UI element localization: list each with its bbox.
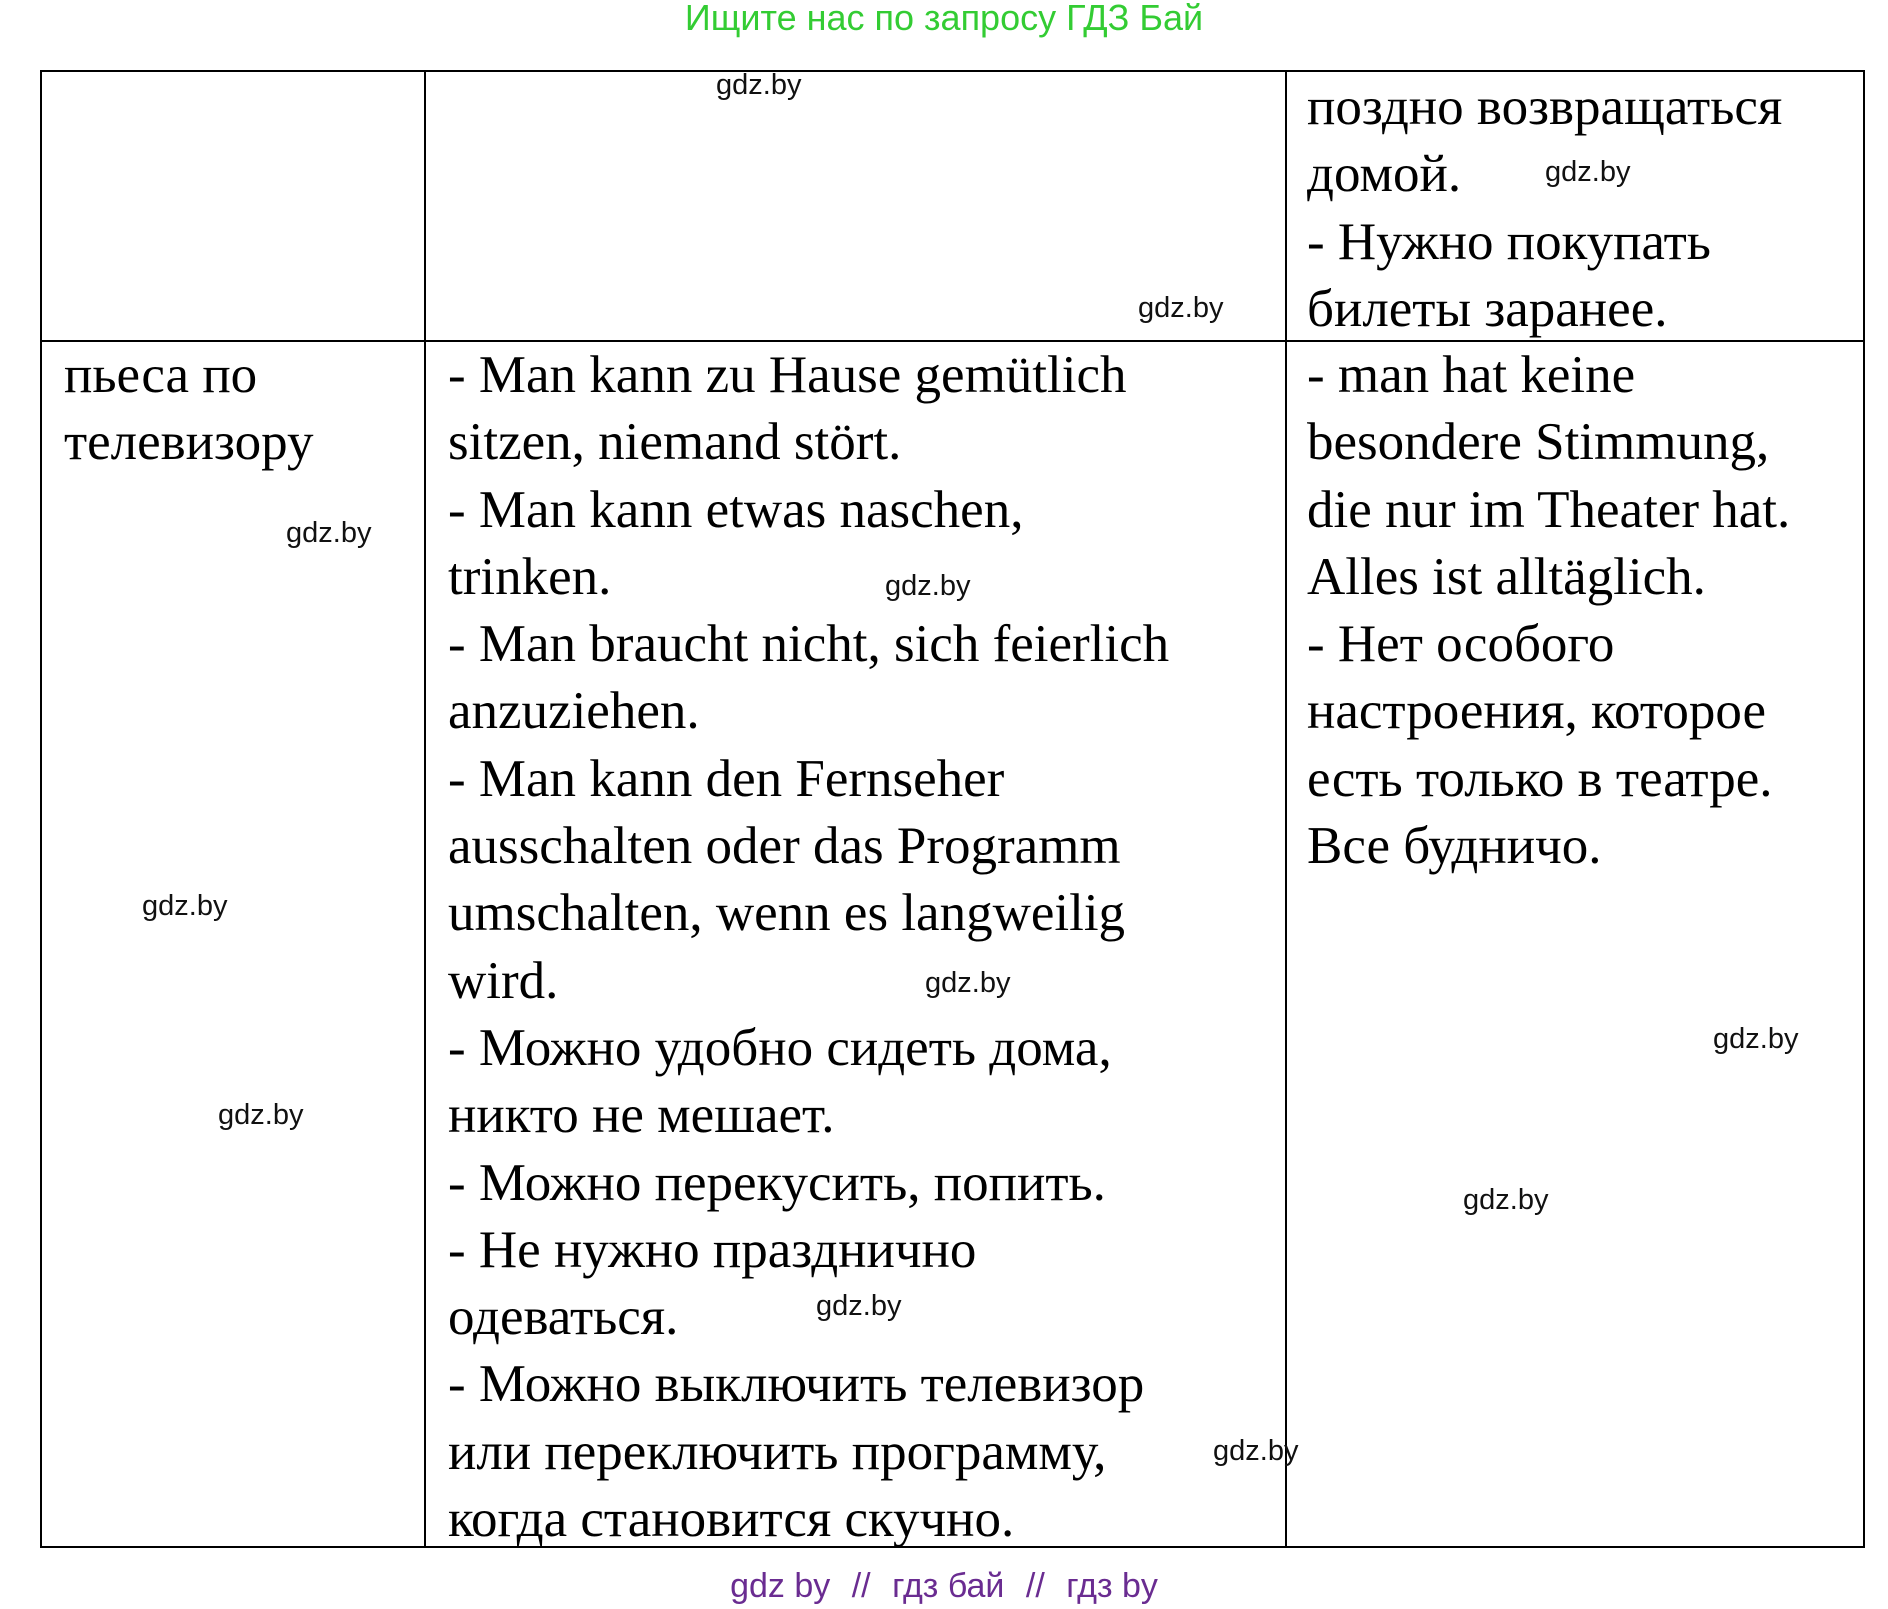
watermark: gdz.by [716, 69, 802, 101]
watermark: gdz.by [925, 967, 1011, 999]
watermark: gdz.by [218, 1099, 304, 1131]
watermark: gdz.by [1213, 1435, 1299, 1467]
row2-col3-text: - man hat keine besondere Stimmung, die nur im Theater hat. Alles ist alltäglich. - Нет особого настроения, которое есть только в театре. Все будничо. [1307, 346, 1791, 876]
footer-link-gdz-by[interactable]: gdz by [730, 1567, 831, 1605]
watermark: gdz.by [1463, 1184, 1549, 1216]
watermark: gdz.by [816, 1290, 902, 1322]
watermark: gdz.by [885, 570, 971, 602]
watermark: gdz.by [286, 517, 372, 549]
watermark: gdz.by [1713, 1023, 1799, 1055]
footer-links [0, 1568, 1888, 1604]
row2-col1-text: пьеса по телевизору [64, 346, 314, 472]
footer-link-gdz-bai[interactable]: гдз бай [892, 1567, 1005, 1605]
watermark: gdz.by [1545, 156, 1631, 188]
row2-col2-text: - Man kann zu Hause gemütlich sitzen, niemand stört. - Man kann etwas naschen, trinken. - Man braucht nicht, sich feierlich anzuziehen. - Man kann den Fernseher ausschalten oder das Programm umschalten, wenn es langweilig wird. - Можно удобно сидеть дома, никто не мешает. - Можно перекусить, попить. - Не нужно празднично одеваться. - Можно выключить телевизор или переключить программу, когда становится скучно. [448, 346, 1170, 1549]
header-banner: Ищите нас по запросу ГДЗ Бай [684, 0, 1204, 38]
footer-link-gdz-by-cyr[interactable]: гдз by [1066, 1567, 1158, 1605]
comparison-table [40, 70, 1865, 1548]
footer-separator: // [851, 1567, 871, 1605]
footer-separator: // [1025, 1567, 1045, 1605]
column-divider-2 [1285, 72, 1287, 1546]
watermark: gdz.by [142, 890, 228, 922]
column-divider-1 [424, 72, 426, 1546]
row1-col3-text: поздно возвращаться домой. - Нужно покупать билеты заранее. [1307, 78, 1783, 338]
watermark: gdz.by [1138, 292, 1224, 324]
